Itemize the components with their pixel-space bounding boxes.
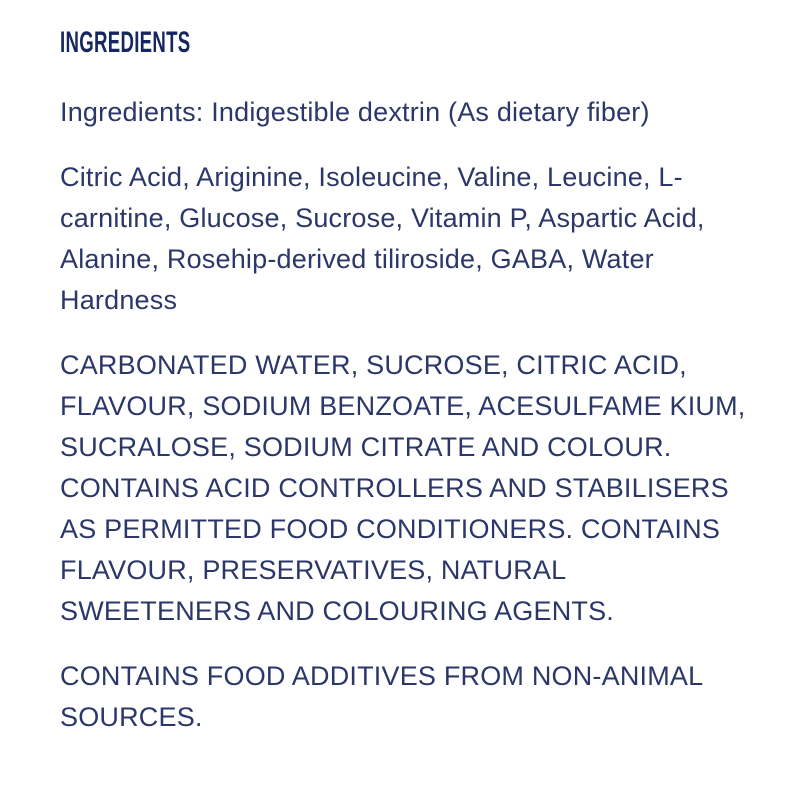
ingredients-paragraph-amino-acids: Citric Acid, Ariginine, Isoleucine, Valine, Leucine, L-carnitine, Glucose, Sucrose, Vitamin P, Aspartic Acid, Alanine, Rosehip-derived tiliroside, GABA, Water Hardness — [60, 162, 705, 315]
ingredients-paragraph-non-animal: CONTAINS FOOD ADDITIVES FROM NON-ANIMAL SOURCES. — [60, 661, 703, 732]
ingredients-text-block — [60, 92, 750, 738]
ingredients-heading: INGREDIENTS — [60, 26, 191, 59]
ingredients-paragraph-additives: CARBONATED WATER, SUCROSE, CITRIC ACID, FLAVOUR, SODIUM BENZOATE, ACESULFAME KIUM, SUCRALOSE, SODIUM CITRATE AND COLOUR. CONTAINS ACID CONTROLLERS AND STABILISERS AS PERMITTED FOOD CONDITIONERS. CONTAINS FLAVOUR, PRESERVATIVES, NATURAL SWEETENERS AND COLOURING AGENTS. — [60, 350, 746, 626]
ingredients-paragraph-dietary-fiber: Ingredients: Indigestible dextrin (As dietary fiber) — [60, 97, 650, 127]
